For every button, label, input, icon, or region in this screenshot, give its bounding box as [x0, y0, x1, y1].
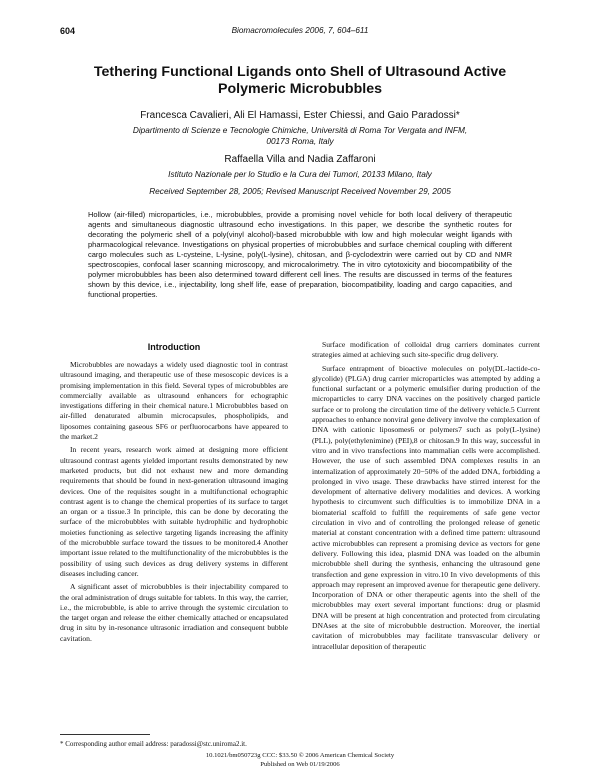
left-paragraph-3: A significant asset of microbubbles is their injectability compared to the oral administration of drugs suitable for tablets. In this way, the carrier, i.e., the microbubble, is able to arrive through the systemic circulation to the target organ and release the either chemically attached or encapsulated drug in situ by in-resonance ultrasonic irradiation and consequent bubble cavitation.	[60, 582, 288, 643]
abstract: Hollow (air-filled) microparticles, i.e., microbubbles, provide a promising novel vehicle for both local delivery of therapeutic agents and simultaneous diagnostic ultrasound echo investigations. In this paper, we describe the synthetic routes for decorating the polymeric shell of a poly(vinyl alcohol)-based microbubble with low and high molecular weight ligands with pharmacological relevance. Investigations on physical properties of microbubbles and surface chemical coupling with different cargo molecules such as L-cysteine, L-lysine, poly(L-lysine), chitosan, and β-cyclodextrin were carried out by CD and NMR spectroscopies, confocal laser scanning microscopy, and microcalorimetry. The in vitro cytotoxicity and biocompatibility of the polymer microbubbles has been also determined toward different cell lines. The results are discussed in terms of the features shown by this device, i.e., injectability, long shelf life, ease of preparation, biocompatibility, loading and cargo capacities, and functional properties.	[88, 210, 512, 299]
footnote-rule	[60, 734, 150, 735]
section-heading-introduction: Introduction	[147, 342, 201, 352]
author-list-2: Raffaella Villa and Nadia Zaffaroni	[224, 154, 376, 165]
author-list-1: Francesca Cavalieri, Ali El Hamassi, Ester Chiessi, and Gaio Paradossi*	[140, 110, 460, 121]
published-date: Published on Web 01/19/2006	[260, 761, 340, 768]
affiliation-1-line-2: 00173 Roma, Italy	[266, 136, 334, 146]
right-paragraph-2: Surface entrapment of bioactive molecules on poly(DL-lactide-co-glycolide) (PLGA) drug carrier microparticles was attempted by adding a functional surfactant or a polymeric emulsifier during production of the microparticles to carry DNA vaccines on the positively charged particle surface or to prolong the circulation time of the delivery vehicle.5 Current approaches to enhance nonviral gene delivery involve the complexation of DNA with cationic liposomes6 or polymers7 such as poly(L-lysine) (PLL), poly(ethylenimine) (PEI),8 or chitosan.9 In this way, successful in vitro and in vivo transfections into mammalian cells were accomplished. However, the use of such assembled DNA complexes results in an internalization of approximately 20−50% of the added DNA, forbidding a prolonged in vivo usage. These drawbacks have stirred interest for the development of alternative delivery modalities and devices. A working hypothesis to circumvent such difficulties is to immobilize DNA in a biomaterial scaffold to fulfill the requirements of safe gene vector circulation in vivo and of controlling the prolonged release of genetic material at constant concentration with a defined time pattern: ultrasound active microbubbles can represent a promising device as vectors for gene delivery. Following this idea, plasmid DNA was loaded on the albumin microbubble shell during the synthesis, enhancing the ultrasound gene transfection and gene expression in vitro.10 In vivo developments of this approach may represent an improved avenue for therapeutic gene delivery. Incorporation of DNA or other therapeutic agents into the shell of the microbubbles may exert several important functions: drug or plasmid DNA will be present at high concentration and protected from circulating DNAses at the site of microbubble destruction. Moreover, the inertial cavitation of microbubbles may facilitate transvascular delivery or intracellular deposition of therapeutic	[312, 363, 540, 651]
corresponding-author-footnote: * Corresponding author email address: paradossi@stc.uniroma2.it.	[60, 740, 247, 748]
running-header	[60, 26, 540, 40]
left-column	[60, 360, 288, 647]
right-paragraph-1: Surface modification of colloidal drug carriers dominates current strategies aimed at achieving such site-specific drug delivery.	[312, 340, 540, 360]
left-paragraph-1: Microbubbles are nowadays a widely used diagnostic tool in contrast ultrasound imaging, and therapeutic use of these mesoscopic devices is a promising implementation in this field. Several types of microbubbles are commercially available as ultrasound enhancers for echographic investigations differing in their chemical nature.1 Microbubbles based on air-filled denaturated albumin microcapsules, phospholipids, and liposomes containing gaseous SF6 or perfluorocarbons have appeared to the market.2	[60, 360, 288, 442]
doi-copyright-line: 10.1021/bm050723g CCC: $33.50 © 2006 American Chemical Society	[205, 752, 395, 759]
affiliation-2: Istituto Nazionale per lo Studio e la Cura dei Tumori, 20133 Milano, Italy	[168, 169, 432, 179]
article-title: Tethering Functional Ligands onto Shell of Ultrasound Active Polymeric Microbubbles	[93, 64, 507, 97]
left-paragraph-2: In recent years, research work aimed at designing more efficient ultrasound contrast agents yielded important results demonstrated by new marketed products, but did not exhaust new and more demanding requirements that should be found in next-generation ultrasound imaging devices. One of the requisites sought in a multifunctional echographic contrast agent is to change the chemical properties of its surface to target an organ or a tissue.3 In principle, this can be done by decorating the surface of the microbubbles with suitable hydrophilic and hydrophobic moieties functioning as selective targeting ligands increasing the affinity of the microbubble surface toward the tissues to be monitored.4 Another important issue related to the multifunctionality of the microbubbles is the possibility of using such devices as drug delivery systems in different diseases including cancer.	[60, 445, 288, 578]
received-dates: Received September 28, 2005; Revised Manuscript Received November 29, 2005	[149, 186, 451, 196]
journal-citation: Biomacromolecules 2006, 7, 604–611	[231, 26, 369, 35]
affiliation-1-line-1: Dipartimento di Scienze e Tecnologie Chimiche, Università di Roma Tor Vergata and INFM,	[132, 125, 468, 135]
right-column	[312, 340, 540, 655]
page-number: 604	[60, 26, 76, 36]
